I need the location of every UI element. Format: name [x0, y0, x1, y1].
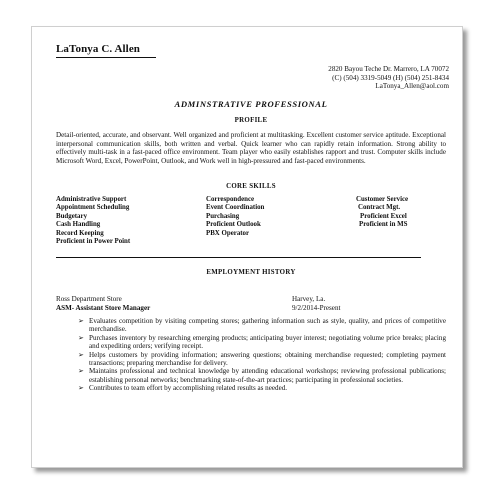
address-line: 2820 Bayou Teche Dr. Marrero, LA 70072 — [328, 65, 449, 73]
duty-text: Purchases inventory by researching emerging products; anticipating buyer interest; negotiating volume price breaks; placing and expediting orders; verifying receipt. — [89, 333, 446, 351]
name-underline — [56, 57, 156, 58]
profile-heading: PROFILE — [234, 117, 268, 124]
skill-item: Contract Mgt. — [358, 204, 401, 212]
job-dates: 9/2/2014-Present — [292, 303, 341, 312]
skill-item: Appointment Scheduling — [56, 204, 130, 212]
applicant-name: LaTonya C. Allen — [56, 43, 141, 55]
skills-heading: CORE SKILLS — [226, 183, 276, 190]
list-item — [56, 367, 446, 384]
employment-heading: EMPLOYMENT HISTORY — [206, 269, 296, 276]
skill-item: Proficient in MS — [359, 221, 408, 229]
resume-page — [31, 26, 463, 468]
list-item — [56, 317, 446, 334]
skill-item: Proficient Excel — [360, 212, 407, 220]
list-item — [56, 334, 446, 351]
skill-item: Record Keeping — [56, 229, 104, 237]
section-divider — [56, 257, 421, 258]
skill-item: Event Coordination — [206, 204, 265, 212]
arrow-bullet-icon: ➢ — [78, 333, 84, 342]
job-title-row — [56, 304, 446, 313]
arrow-bullet-icon: ➢ — [78, 317, 84, 325]
skills-row — [56, 238, 452, 246]
skill-item: Cash Handling — [56, 221, 101, 229]
skill-item: Proficient in Power Point — [56, 237, 131, 245]
skill-item: Customer Service — [356, 196, 409, 203]
skills-row — [56, 213, 452, 221]
job-location: Harvey, La. — [292, 295, 326, 303]
skill-item: Budgetary — [56, 212, 88, 220]
skill-item: PBX Operator — [206, 229, 250, 237]
contact-block — [328, 65, 449, 91]
company-name: Ross Department Store — [56, 295, 122, 303]
headline-title: ADMINSTRATIVE PROFESSIONAL — [174, 99, 328, 109]
skill-item: Proficient Outlook — [206, 221, 261, 229]
skills-row — [56, 196, 452, 204]
profile-text: Detail-oriented, accurate, and observant. Well organized and proficient at multitasking. Excellent customer service aptitude. Exceptional interpersonal communication skills, both written and verbal. Quick learner who can rapidly retain information. Strong ability to effectively multi-task in a fast-paced office environment. Team player who easily establishes rapport and trust. Computer skills include Microsoft Word, Excel, PowerPoint, Outlook, and Work well in high-pressured and fast-paced environments. — [56, 131, 446, 165]
skills-row — [56, 230, 452, 238]
job-entry — [56, 295, 446, 313]
duty-text: Evaluates competition by visiting competing stores; gathering information such as style, quality, and prices of competitive merchandise. — [89, 317, 446, 334]
job-company-row — [56, 295, 446, 304]
skill-item: Correspondence — [206, 196, 255, 203]
arrow-bullet-icon: ➢ — [78, 384, 84, 393]
resume-content — [56, 43, 449, 393]
arrow-bullet-icon: ➢ — [78, 367, 84, 376]
skills-row — [56, 221, 452, 229]
duty-text: Helps customers by providing information; answering questions; obtaining merchandise requested; completing payment transactions; preparing merchandise for delivery. — [89, 350, 446, 368]
skills-grid — [56, 196, 452, 246]
skills-row — [56, 204, 452, 212]
skill-item: Administrative Support — [56, 196, 127, 203]
duty-text: Contributes to team effort by accomplishing related results as needed. — [89, 384, 288, 393]
job-duties-list — [56, 317, 446, 393]
skill-item: Purchasing — [206, 212, 240, 220]
job-title: ASM- Assistant Store Manager — [56, 303, 151, 312]
email-line: LaTonya_Allen@aol.com — [375, 82, 449, 91]
list-item — [56, 351, 446, 368]
arrow-bullet-icon: ➢ — [78, 350, 84, 359]
phone-line: (C) (504) 3319-5049 (H) (504) 251-8434 — [332, 73, 449, 82]
list-item — [56, 384, 446, 392]
duty-text: Maintains professional and technical knowledge by attending educational workshops; reviewing professional publications; establishing personal networks; benchmarking state-of-the-art practices; participating in professional societies. — [89, 367, 446, 384]
